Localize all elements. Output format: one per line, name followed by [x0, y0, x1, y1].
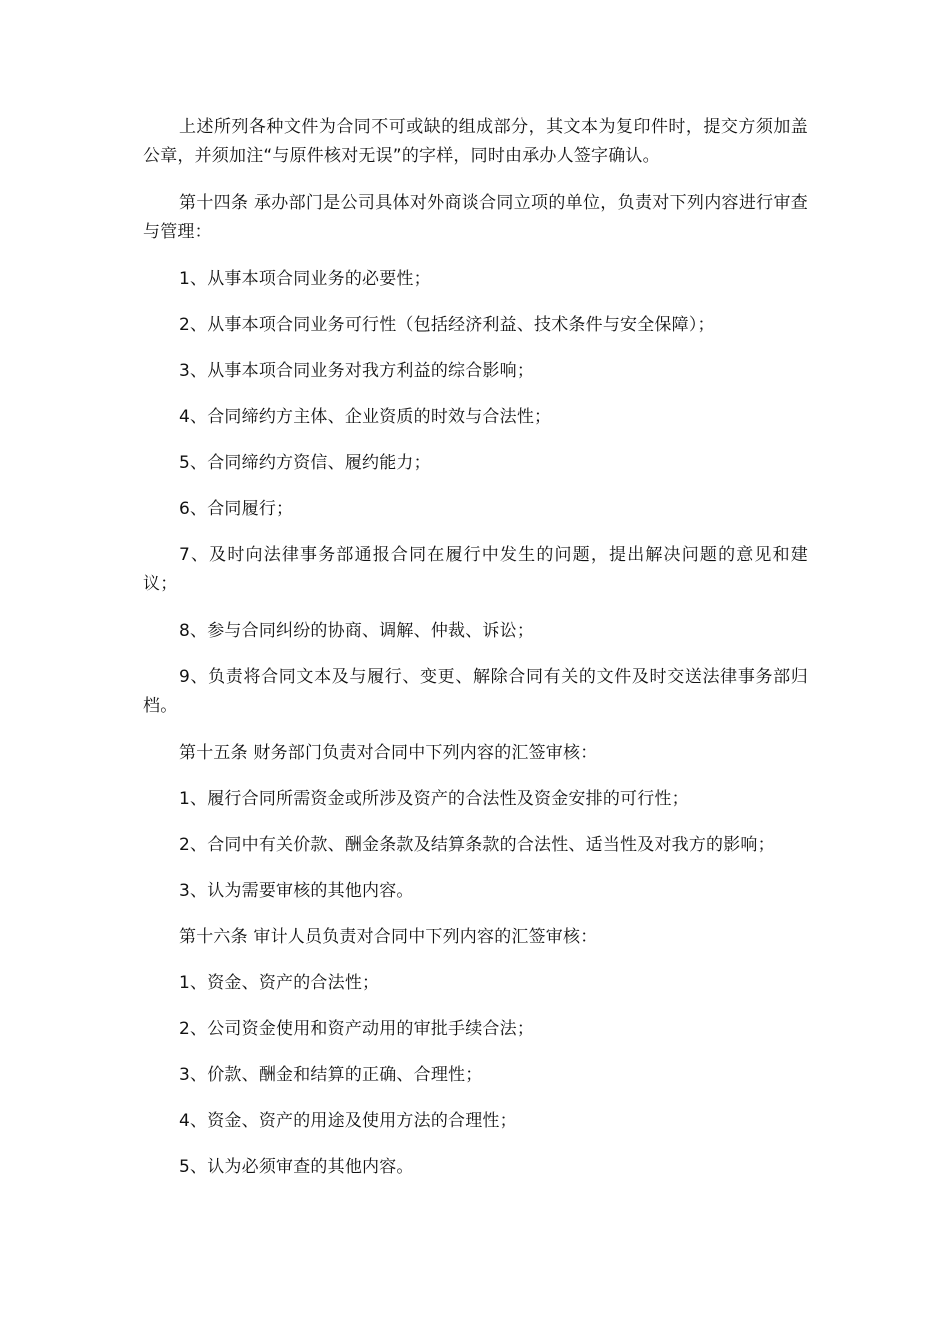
paragraph-intro: 上述所列各种文件为合同不可或缺的组成部分，其文本为复印件时，提交方须加盖公章，并须加注“与原件核对无误”的字样，同时由承办人签字确认。: [143, 117, 808, 166]
list-item: 9、负责将合同文本及与履行、变更、解除合同有关的文件及时交送法律事务部归档。: [143, 667, 808, 716]
list-item: 7、及时向法律事务部通报合同在履行中发生的问题，提出解决问题的意见和建议；: [143, 545, 808, 594]
list-item: 6、合同履行；: [179, 499, 294, 519]
list-item: 4、合同缔约方主体、企业资质的时效与合法性；: [179, 407, 552, 427]
list-item: 5、认为必须审查的其他内容。: [179, 1157, 414, 1177]
list-item: 5、合同缔约方资信、履约能力；: [179, 453, 431, 473]
article-15-heading: 第十五条 财务部门负责对合同中下列内容的汇签审核：: [179, 743, 598, 763]
list-item: 2、合同中有关价款、酬金条款及结算条款的合法性、适当性及对我方的影响；: [179, 835, 775, 855]
list-item: 2、从事本项合同业务可行性（包括经济利益、技术条件与安全保障）；: [179, 315, 715, 335]
list-item: 8、参与合同纠纷的协商、调解、仲裁、诉讼；: [179, 621, 535, 641]
list-item: 4、资金、资产的用途及使用方法的合理性；: [179, 1111, 517, 1131]
list-item: 3、认为需要审核的其他内容。: [179, 881, 414, 901]
list-item: 1、从事本项合同业务的必要性；: [179, 269, 431, 289]
article-14-heading: 第十四条 承办部门是公司具体对外商谈合同立项的单位，负责对下列内容进行审查与管理：: [143, 193, 808, 242]
list-item: 3、从事本项合同业务对我方利益的综合影响；: [179, 361, 535, 381]
article-16-heading: 第十六条 审计人员负责对合同中下列内容的汇签审核：: [179, 927, 598, 947]
list-item: 1、资金、资产的合法性；: [179, 973, 380, 993]
list-item: 1、履行合同所需资金或所涉及资产的合法性及资金安排的可行性；: [179, 789, 689, 809]
list-item: 2、公司资金使用和资产动用的审批手续合法；: [179, 1019, 535, 1039]
list-item: 3、价款、酬金和结算的正确、合理性；: [179, 1065, 483, 1085]
